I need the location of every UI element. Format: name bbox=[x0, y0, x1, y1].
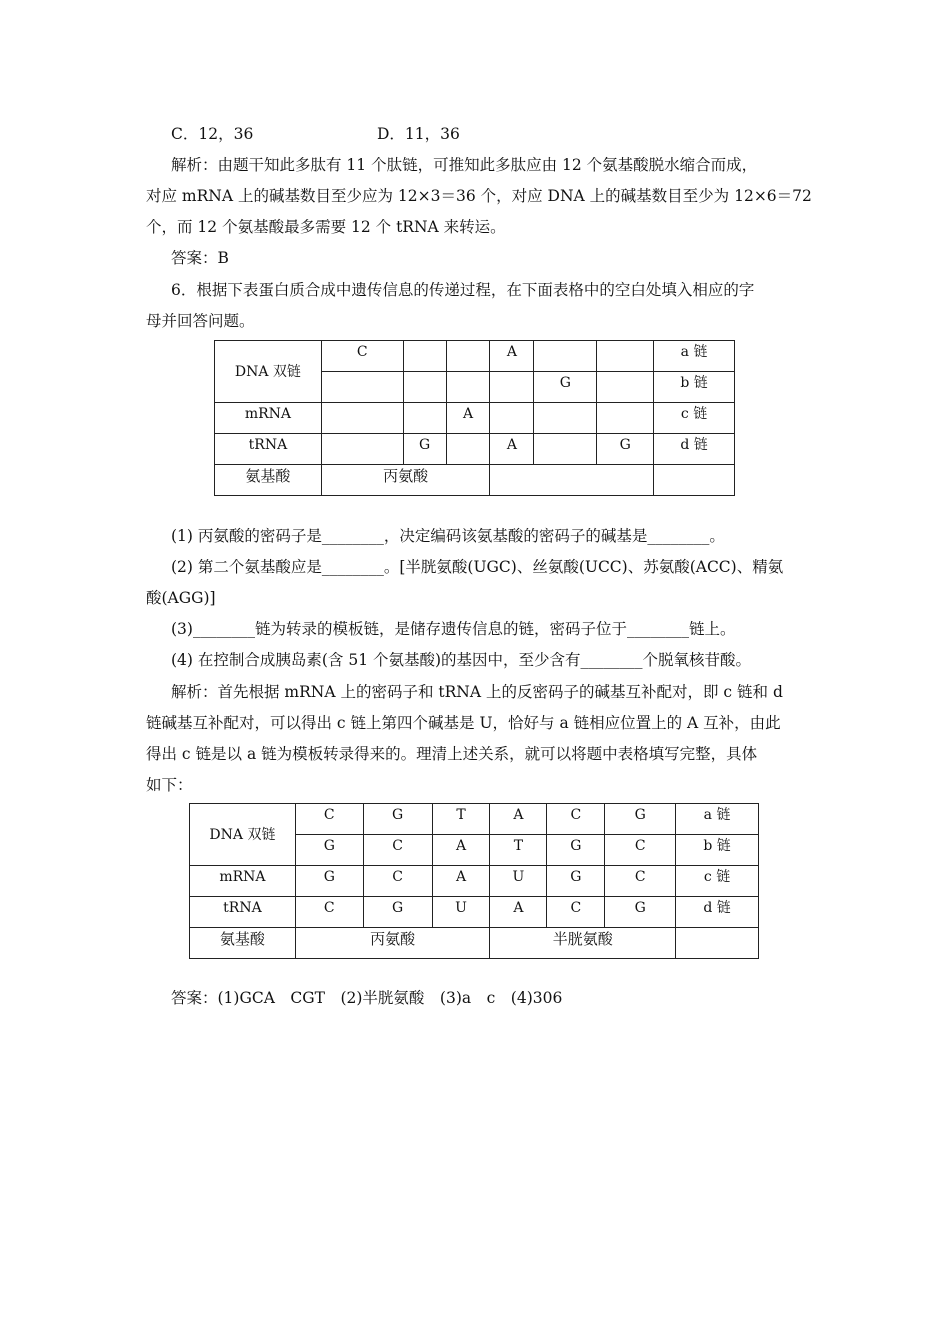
amino-label: 氨基酸 bbox=[215, 465, 322, 496]
amino-1: 丙氨酸 bbox=[321, 465, 490, 496]
cell2-b1: G bbox=[295, 835, 363, 866]
subq-1: (1) 丙氨酸的密码子是________，决定编码该氨基酸的密码子的碱基是________。 bbox=[171, 527, 725, 545]
chain2-c-label: c 链 bbox=[676, 866, 759, 897]
cell2-c5: G bbox=[547, 866, 605, 897]
cell-d6: G bbox=[597, 434, 654, 465]
cell2-d2: G bbox=[363, 897, 432, 928]
dna-label-2: DNA 双链 bbox=[190, 804, 296, 866]
chain2-b-label: b 链 bbox=[676, 835, 759, 866]
cell2-d1: C bbox=[295, 897, 363, 928]
analysis2-line3: 得出 c 链是以 a 链为模板转录得来的。理清上述关系，就可以将题中表格填写完整，具体 bbox=[146, 745, 758, 763]
cell-b1 bbox=[321, 372, 403, 403]
cell2-b3: A bbox=[432, 835, 490, 866]
subq-4: (4) 在控制合成胰岛素(含 51 个氨基酸)的基因中，至少含有________个脱氧核苷酸。 bbox=[171, 651, 752, 669]
chain-b-label: b 链 bbox=[654, 372, 735, 403]
cell2-c3: A bbox=[432, 866, 490, 897]
chain2-a-label: a 链 bbox=[676, 804, 759, 835]
cell-a2 bbox=[403, 341, 446, 372]
question-table bbox=[214, 340, 735, 496]
cell-d3 bbox=[446, 434, 490, 465]
cell-b2 bbox=[403, 372, 446, 403]
cell-d4: A bbox=[490, 434, 534, 465]
cell2-d5: C bbox=[547, 897, 605, 928]
cell-c2 bbox=[403, 403, 446, 434]
cell-a5 bbox=[534, 341, 597, 372]
amino-3 bbox=[654, 465, 735, 496]
cell2-a6: G bbox=[605, 804, 676, 835]
mrna-label: mRNA bbox=[215, 403, 322, 434]
chain-d-label: d 链 bbox=[654, 434, 735, 465]
cell-c1 bbox=[321, 403, 403, 434]
cell2-a5: C bbox=[547, 804, 605, 835]
cell2-b5: G bbox=[547, 835, 605, 866]
cell-b4 bbox=[490, 372, 534, 403]
cell-c5 bbox=[534, 403, 597, 434]
cell2-c6: C bbox=[605, 866, 676, 897]
cell-a6 bbox=[597, 341, 654, 372]
cell-d5 bbox=[534, 434, 597, 465]
cell-a3 bbox=[446, 341, 490, 372]
chain-c-label: c 链 bbox=[654, 403, 735, 434]
cell2-a1: C bbox=[295, 804, 363, 835]
subq-2b: 酸(AGG)] bbox=[146, 589, 216, 607]
amino2-3 bbox=[676, 928, 759, 959]
answer-options bbox=[171, 124, 460, 144]
amino-label-2: 氨基酸 bbox=[190, 928, 296, 959]
cell2-c1: G bbox=[295, 866, 363, 897]
amino-2 bbox=[490, 465, 654, 496]
question6-line2: 母并回答问题。 bbox=[146, 312, 255, 330]
cell2-a3: T bbox=[432, 804, 490, 835]
analysis2-line1: 解析：首先根据 mRNA 上的密码子和 tRNA 上的反密码子的碱基互补配对，即 c 链和 d bbox=[171, 683, 783, 701]
chain-a-label: a 链 bbox=[654, 341, 735, 372]
trna-label-2: tRNA bbox=[190, 897, 296, 928]
analysis2-line4: 如下： bbox=[146, 776, 193, 794]
cell-b6 bbox=[597, 372, 654, 403]
option-d: D．11，36 bbox=[377, 125, 460, 143]
analysis1-line2: 对应 mRNA 上的碱基数目至少应为 12×3＝36 个，对应 DNA 上的碱基数目至少为 12×6＝72 bbox=[146, 187, 812, 205]
analysis2-line2: 链碱基互补配对，可以得出 c 链上第四个碱基是 U，恰好与 a 链相应位置上的 A 互补，由此 bbox=[146, 714, 781, 732]
question6-line1: 6．根据下表蛋白质合成中遗传信息的传递过程，在下面表格中的空白处填入相应的字 bbox=[171, 281, 755, 299]
cell2-d3: U bbox=[432, 897, 490, 928]
option-c: C．12，36 bbox=[171, 125, 254, 143]
cell2-a2: G bbox=[363, 804, 432, 835]
cell-c3: A bbox=[446, 403, 490, 434]
cell2-b2: C bbox=[363, 835, 432, 866]
cell2-c2: C bbox=[363, 866, 432, 897]
cell2-d4: A bbox=[490, 897, 547, 928]
answer-table bbox=[189, 803, 759, 959]
cell2-b4: T bbox=[490, 835, 547, 866]
amino2-2: 半胱氨酸 bbox=[490, 928, 676, 959]
cell-a1: C bbox=[321, 341, 403, 372]
chain2-d-label: d 链 bbox=[676, 897, 759, 928]
subq-2a: (2) 第二个氨基酸应是________。[半胱氨酸(UGC)、丝氨酸(UCC)、苏氨酸(ACC)、精氨 bbox=[171, 558, 784, 576]
cell2-d6: G bbox=[605, 897, 676, 928]
subq-3: (3)________链为转录的模板链，是储存遗传信息的链，密码子位于________链上。 bbox=[171, 620, 736, 638]
amino2-1: 丙氨酸 bbox=[295, 928, 490, 959]
dna-label: DNA 双链 bbox=[215, 341, 322, 403]
cell-b3 bbox=[446, 372, 490, 403]
cell2-b6: C bbox=[605, 835, 676, 866]
cell2-c4: U bbox=[490, 866, 547, 897]
answer2: 答案：(1)GCA CGT (2)半胱氨酸 (3)a c (4)306 bbox=[171, 989, 563, 1007]
answer1: 答案：B bbox=[171, 249, 229, 267]
analysis1-line1: 解析：由题干知此多肽有 11 个肽链，可推知此多肽应由 12 个氨基酸脱水缩合而成， bbox=[171, 156, 758, 174]
mrna-label-2: mRNA bbox=[190, 866, 296, 897]
cell-d2: G bbox=[403, 434, 446, 465]
cell2-a4: A bbox=[490, 804, 547, 835]
cell-c6 bbox=[597, 403, 654, 434]
trna-label: tRNA bbox=[215, 434, 322, 465]
cell-c4 bbox=[490, 403, 534, 434]
cell-b5: G bbox=[534, 372, 597, 403]
analysis1-line3: 个，而 12 个氨基酸最多需要 12 个 tRNA 来转运。 bbox=[146, 218, 506, 236]
cell-d1 bbox=[321, 434, 403, 465]
cell-a4: A bbox=[490, 341, 534, 372]
